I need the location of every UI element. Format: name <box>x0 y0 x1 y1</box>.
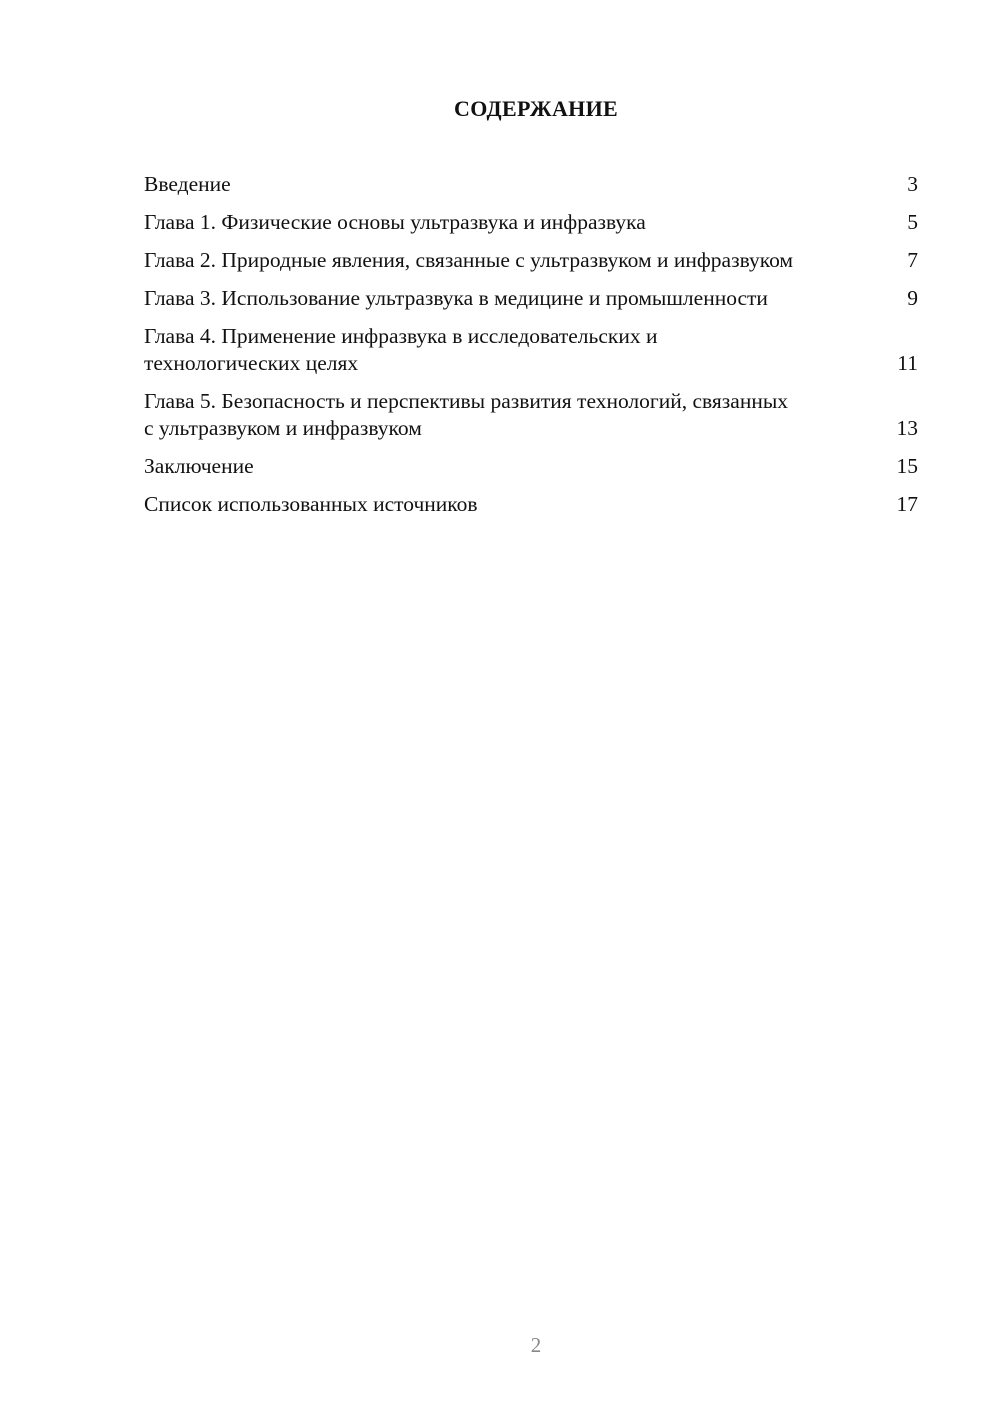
toc-entry-title: Введение <box>144 172 231 196</box>
page-number: 2 <box>530 1333 542 1357</box>
toc-entry-page: 9 <box>907 286 918 310</box>
toc-entry-title: Заключение <box>144 454 254 478</box>
toc-entry-title: Глава 2. Природные явления, связанные с ультразвуком и инфразвуком <box>144 248 794 272</box>
table-of-contents <box>144 171 918 529</box>
toc-entry-title: Глава 5. Безопасность и перспективы развития технологий, связанных с ультразвуком и инфразвуком <box>144 389 789 440</box>
toc-entry-chapter-2 <box>144 247 918 274</box>
toc-entry-title: Глава 3. Использование ультразвука в медицине и промышленности <box>144 286 768 310</box>
toc-entry-page: 11 <box>897 351 918 375</box>
toc-entry-page: 7 <box>907 248 918 272</box>
toc-entry-page: 5 <box>907 210 918 234</box>
toc-entry-title: Глава 4. Применение инфразвука в исследовательских и технологических целях <box>144 324 658 375</box>
toc-entry-references <box>144 491 918 518</box>
toc-entry-chapter-5 <box>144 388 918 442</box>
toc-entry-chapter-1 <box>144 209 918 236</box>
toc-entry-chapter-3 <box>144 285 918 312</box>
toc-entry-title: Глава 1. Физические основы ультразвука и инфразвука <box>144 210 646 234</box>
toc-entry-chapter-4 <box>144 323 918 377</box>
toc-entry-page: 17 <box>896 492 918 516</box>
toc-entry-page: 13 <box>896 416 918 440</box>
toc-entry-title: Список использованных источников <box>144 492 478 516</box>
toc-entry-introduction <box>144 171 918 198</box>
toc-entry-conclusion <box>144 453 918 480</box>
page-title: СОДЕРЖАНИЕ <box>454 96 618 121</box>
toc-entry-page: 3 <box>907 172 918 196</box>
toc-entry-page: 15 <box>896 454 918 478</box>
